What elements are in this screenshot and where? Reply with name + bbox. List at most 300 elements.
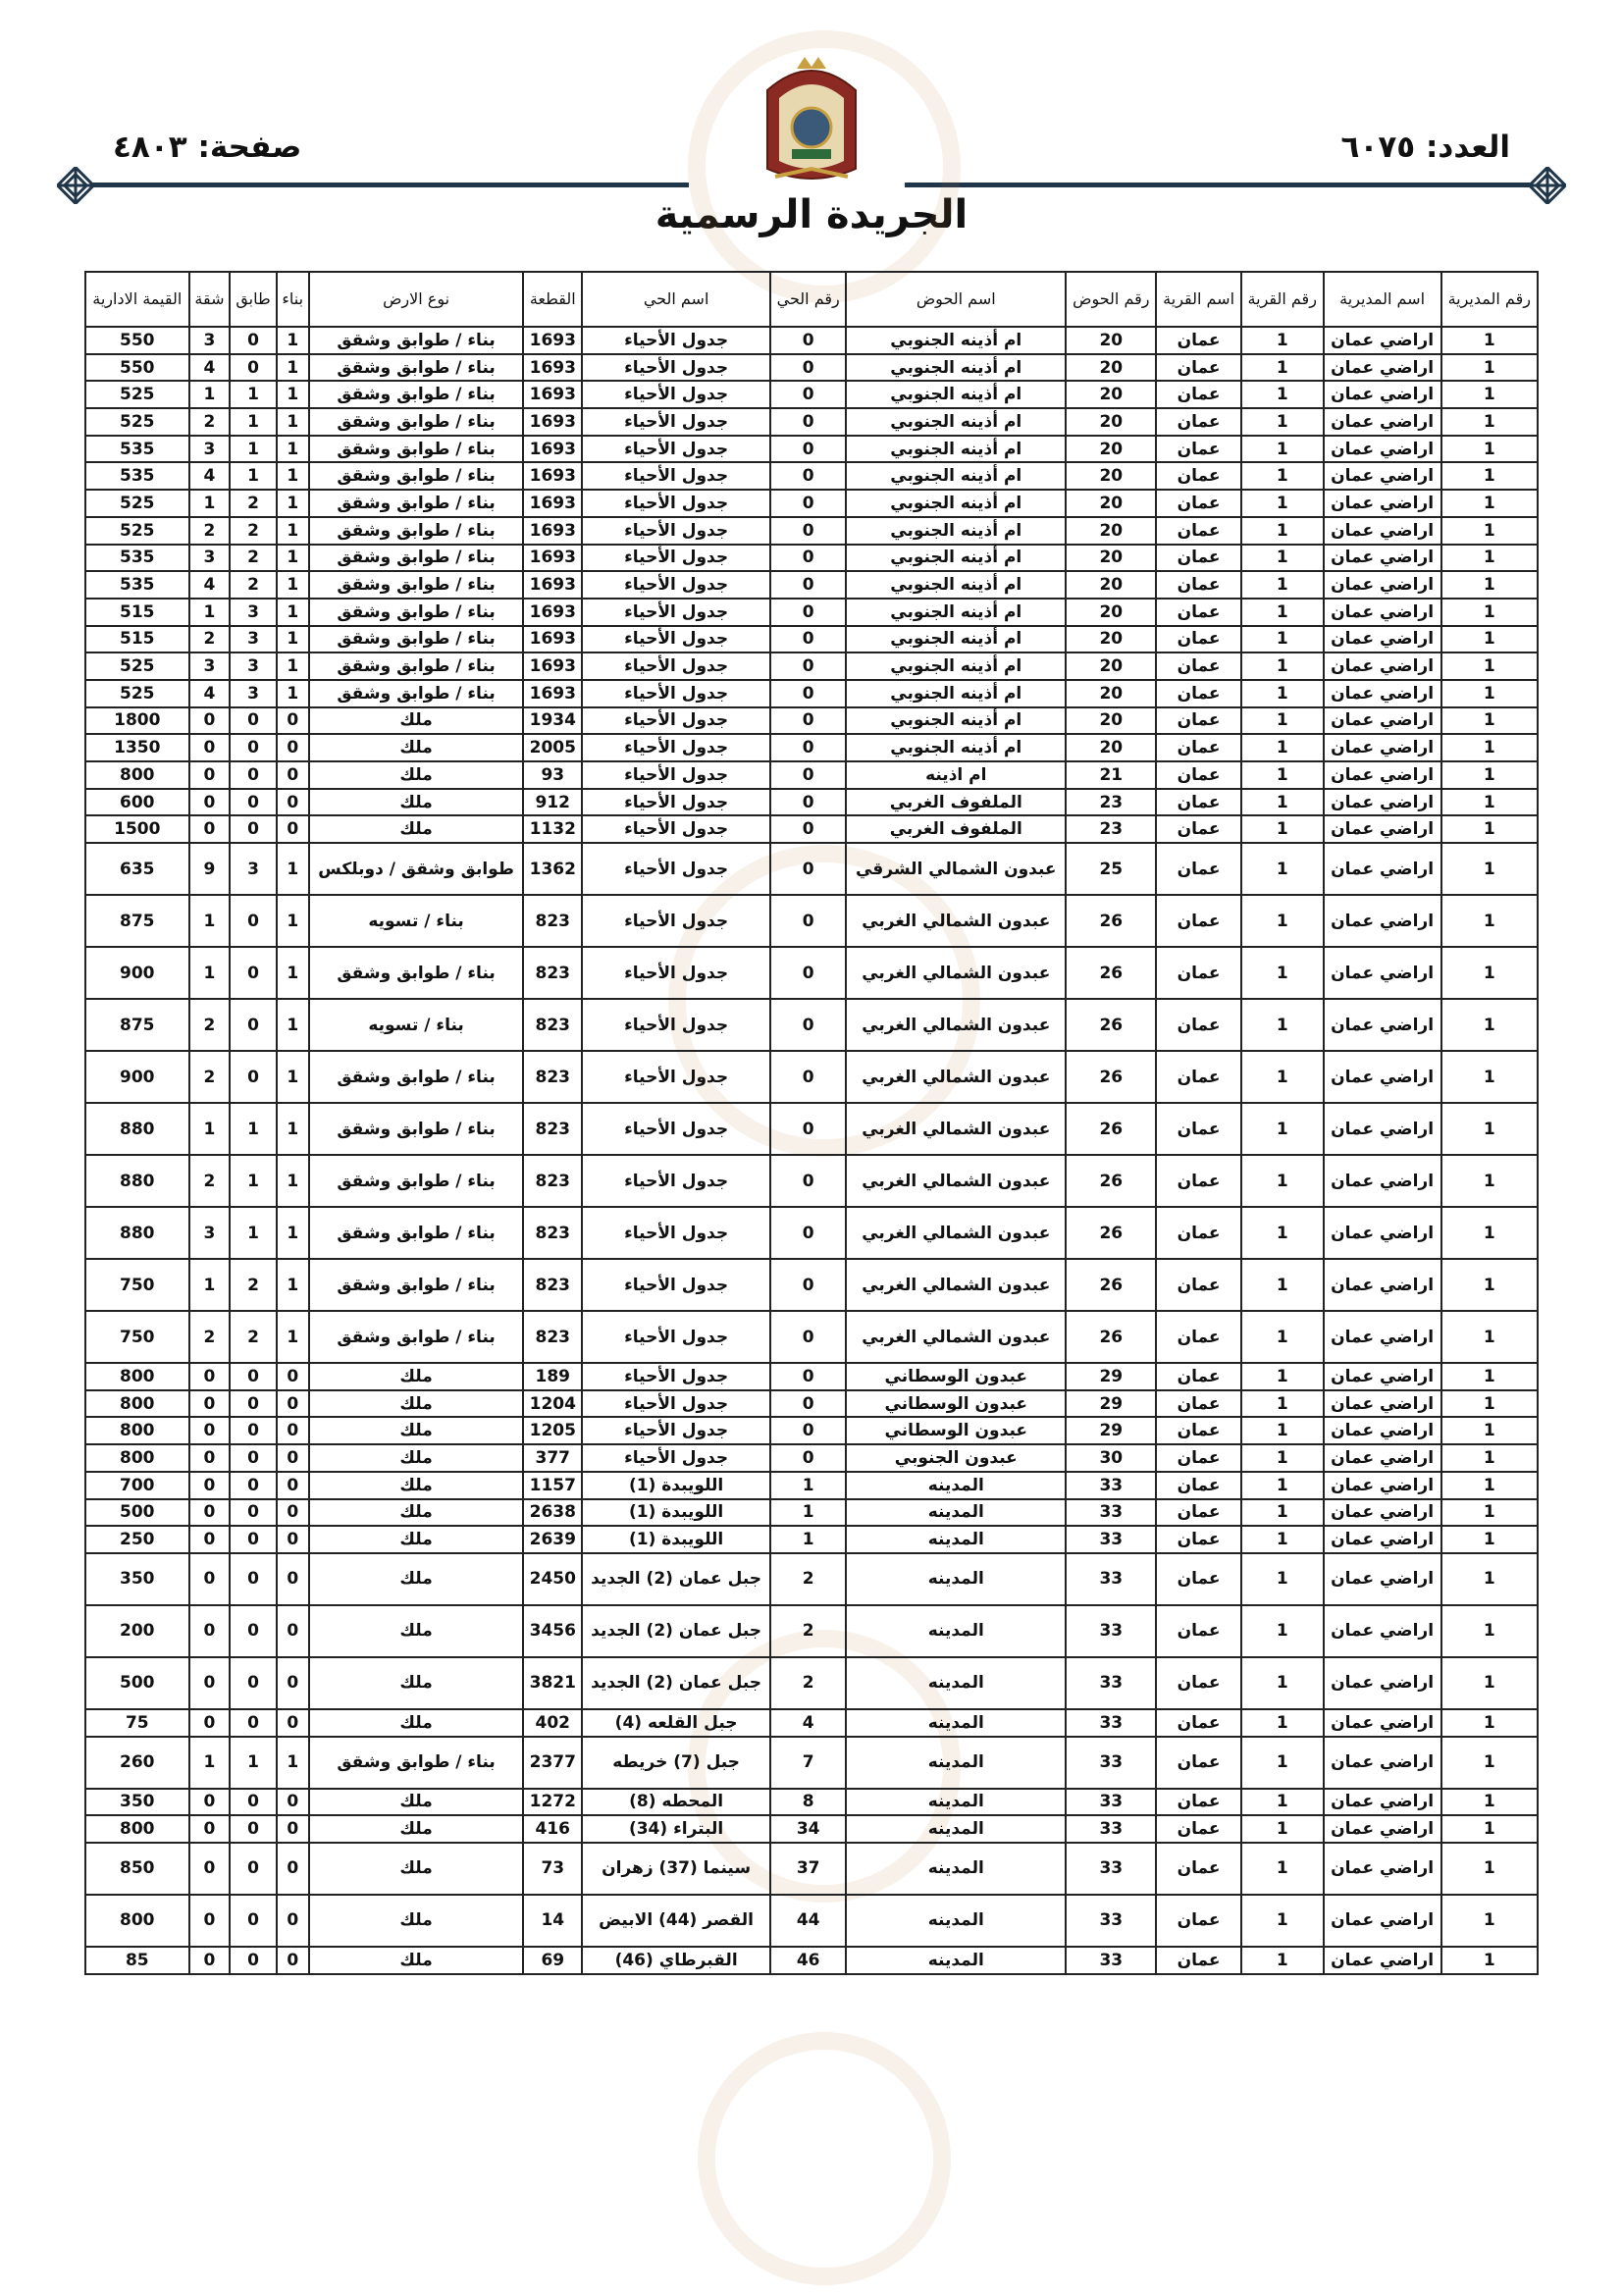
table-cell: 900: [85, 947, 189, 999]
table-cell: 75: [85, 1709, 189, 1737]
table-cell: جبل القلعه (4): [582, 1709, 770, 1737]
table-cell: عمان: [1156, 789, 1240, 816]
table-cell: ام أذينه الجنوبي: [846, 354, 1066, 382]
table-cell: 1: [230, 1737, 276, 1789]
table-cell: 880: [85, 1103, 189, 1155]
table-cell: 0: [770, 599, 846, 626]
table-cell: اراضي عمان: [1324, 680, 1441, 707]
column-header: رقم المديرية: [1441, 272, 1538, 327]
header-rule-left: [90, 183, 689, 187]
table-cell: اراضي عمان: [1324, 1843, 1441, 1895]
table-cell: ملك: [309, 1709, 524, 1737]
table-cell: بناء / طوابق وشقق: [309, 408, 524, 436]
table-cell: ام أذينه الجنوبي: [846, 707, 1066, 735]
table-cell: عمان: [1156, 1843, 1240, 1895]
table-cell: 23: [1066, 815, 1156, 843]
table-cell: 20: [1066, 408, 1156, 436]
table-cell: 0: [277, 1843, 309, 1895]
table-cell: 1: [189, 947, 231, 999]
table-cell: 26: [1066, 1051, 1156, 1103]
table-cell: عبدون الشمالي الغربي: [846, 1103, 1066, 1155]
column-header: بناء: [277, 272, 309, 327]
table-cell: 33: [1066, 1843, 1156, 1895]
table-cell: عبدون الوسطاني: [846, 1363, 1066, 1390]
table-cell: 1: [1441, 1947, 1538, 1974]
table-cell: اراضي عمان: [1324, 1051, 1441, 1103]
table-cell: 1: [1441, 462, 1538, 490]
table-cell: 1: [770, 1499, 846, 1527]
table-cell: 34: [770, 1815, 846, 1843]
table-cell: 2: [230, 1259, 276, 1311]
table-cell: 0: [189, 761, 231, 789]
table-cell: المدينه: [846, 1605, 1066, 1657]
table-cell: اراضي عمان: [1324, 571, 1441, 599]
table-cell: القصر (44) الابيض: [582, 1895, 770, 1947]
table-cell: 1693: [523, 626, 582, 653]
table-cell: 880: [85, 1207, 189, 1259]
table-cell: طوابق وشقق / دوبلكس: [309, 843, 524, 895]
table-cell: اراضي عمان: [1324, 1947, 1441, 1974]
table-row: [85, 1737, 1538, 1789]
table-cell: 1693: [523, 327, 582, 354]
table-cell: 1: [277, 408, 309, 436]
table-cell: 0: [230, 1657, 276, 1709]
table-cell: 0: [770, 462, 846, 490]
table-cell: 1693: [523, 517, 582, 545]
table-cell: 29: [1066, 1417, 1156, 1444]
table-cell: 0: [189, 1815, 231, 1843]
table-cell: 800: [85, 1444, 189, 1472]
table-cell: 1: [277, 999, 309, 1051]
table-row: [85, 545, 1538, 572]
table-cell: جدول الأحياء: [582, 381, 770, 408]
table-cell: 20: [1066, 462, 1156, 490]
table-cell: اراضي عمان: [1324, 1737, 1441, 1789]
table-cell: 823: [523, 1103, 582, 1155]
column-header: رقم القرية: [1241, 272, 1324, 327]
table-cell: جدول الأحياء: [582, 599, 770, 626]
table-cell: 1693: [523, 599, 582, 626]
table-cell: 0: [230, 1709, 276, 1737]
table-cell: ملك: [309, 1526, 524, 1553]
table-cell: 0: [230, 1895, 276, 1947]
table-cell: 0: [770, 1444, 846, 1472]
table-cell: عمان: [1156, 1207, 1240, 1259]
table-row: [85, 327, 1538, 354]
table-cell: القبرطاي (46): [582, 1947, 770, 1974]
table-cell: 0: [770, 436, 846, 463]
table-cell: 1: [1441, 895, 1538, 947]
table-cell: عبدون الشمالي الغربي: [846, 1259, 1066, 1311]
table-cell: 1: [1441, 680, 1538, 707]
table-cell: 1: [230, 1155, 276, 1207]
table-cell: جدول الأحياء: [582, 947, 770, 999]
table-cell: اراضي عمان: [1324, 354, 1441, 382]
table-cell: اراضي عمان: [1324, 1815, 1441, 1843]
table-cell: عمان: [1156, 1390, 1240, 1418]
table-cell: عمان: [1156, 571, 1240, 599]
table-cell: 20: [1066, 490, 1156, 517]
table-cell: 1: [1241, 327, 1324, 354]
table-cell: بناء / طوابق وشقق: [309, 1103, 524, 1155]
table-cell: جدول الأحياء: [582, 761, 770, 789]
table-cell: 1: [1441, 436, 1538, 463]
table-cell: عمان: [1156, 1815, 1240, 1843]
table-cell: 1: [1441, 1363, 1538, 1390]
table-cell: ام أذينه الجنوبي: [846, 381, 1066, 408]
table-cell: 1: [1441, 734, 1538, 761]
table-cell: 0: [189, 1553, 231, 1605]
table-cell: 0: [230, 327, 276, 354]
table-cell: 1: [1241, 761, 1324, 789]
table-cell: 1693: [523, 490, 582, 517]
header-rule-right: [905, 183, 1533, 187]
table-cell: اراضي عمان: [1324, 490, 1441, 517]
table-cell: عمان: [1156, 1526, 1240, 1553]
table-cell: 600: [85, 789, 189, 816]
table-cell: 20: [1066, 734, 1156, 761]
table-cell: 1: [277, 1103, 309, 1155]
table-cell: جدول الأحياء: [582, 490, 770, 517]
table-cell: 1: [1241, 1155, 1324, 1207]
table-cell: ملك: [309, 1947, 524, 1974]
table-row: [85, 381, 1538, 408]
table-cell: اراضي عمان: [1324, 1444, 1441, 1472]
table-cell: المحطه (8): [582, 1789, 770, 1816]
table-cell: 3: [230, 843, 276, 895]
table-cell: عبدون الجنوبي: [846, 1444, 1066, 1472]
table-cell: 0: [770, 1103, 846, 1155]
table-cell: المدينه: [846, 1789, 1066, 1816]
table-cell: 1: [1241, 815, 1324, 843]
table-cell: 1: [1441, 327, 1538, 354]
table-cell: 823: [523, 947, 582, 999]
table-cell: 535: [85, 462, 189, 490]
table-cell: 1: [1441, 1155, 1538, 1207]
table-cell: 2: [189, 517, 231, 545]
table-cell: 0: [189, 707, 231, 735]
table-cell: ملك: [309, 761, 524, 789]
table-cell: 20: [1066, 517, 1156, 545]
table-cell: 1: [1241, 626, 1324, 653]
table-cell: 0: [277, 1526, 309, 1553]
table-cell: 1: [277, 843, 309, 895]
table-cell: اراضي عمان: [1324, 327, 1441, 354]
table-cell: 33: [1066, 1947, 1156, 1974]
table-cell: ملك: [309, 1657, 524, 1709]
table-cell: 500: [85, 1657, 189, 1709]
table-cell: 0: [770, 999, 846, 1051]
table-cell: 1: [1441, 1311, 1538, 1363]
table-cell: جبل عمان (2) الجديد: [582, 1553, 770, 1605]
table-cell: 1: [1241, 652, 1324, 680]
table-cell: 700: [85, 1472, 189, 1499]
table-cell: 1: [1441, 1417, 1538, 1444]
table-cell: 26: [1066, 895, 1156, 947]
table-cell: اراضي عمان: [1324, 734, 1441, 761]
table-cell: اراضي عمان: [1324, 707, 1441, 735]
table-cell: اراضي عمان: [1324, 1155, 1441, 1207]
table-cell: 0: [230, 761, 276, 789]
table-cell: اراضي عمان: [1324, 517, 1441, 545]
table-cell: 1: [277, 1259, 309, 1311]
table-cell: بناء / طوابق وشقق: [309, 1311, 524, 1363]
table-cell: ام أذينه الجنوبي: [846, 436, 1066, 463]
table-cell: عمان: [1156, 1657, 1240, 1709]
table-cell: ام أذينه الجنوبي: [846, 680, 1066, 707]
table-cell: عمان: [1156, 1947, 1240, 1974]
table-cell: 823: [523, 1155, 582, 1207]
table-cell: 1: [1241, 1363, 1324, 1390]
table-cell: عمان: [1156, 599, 1240, 626]
table-cell: 1: [1241, 680, 1324, 707]
table-cell: 823: [523, 1051, 582, 1103]
table-cell: 33: [1066, 1605, 1156, 1657]
table-cell: 1: [1441, 1709, 1538, 1737]
table-cell: ام أذينه الجنوبي: [846, 599, 1066, 626]
table-cell: 2: [189, 999, 231, 1051]
table-cell: عمان: [1156, 1737, 1240, 1789]
table-cell: 0: [770, 843, 846, 895]
table-cell: 2005: [523, 734, 582, 761]
table-cell: 4: [189, 571, 231, 599]
table-cell: 1: [1241, 1843, 1324, 1895]
table-cell: 535: [85, 545, 189, 572]
table-cell: 0: [770, 1390, 846, 1418]
table-cell: بناء / تسويه: [309, 999, 524, 1051]
table-cell: عمان: [1156, 545, 1240, 572]
table-cell: اللويبدة (1): [582, 1499, 770, 1527]
table-cell: 0: [277, 1363, 309, 1390]
table-cell: 1: [1441, 789, 1538, 816]
table-cell: 0: [189, 1390, 231, 1418]
table-cell: 1: [189, 1737, 231, 1789]
table-cell: 3821: [523, 1657, 582, 1709]
table-cell: 1: [1441, 1605, 1538, 1657]
table-cell: 73: [523, 1843, 582, 1895]
table-cell: 20: [1066, 436, 1156, 463]
table-cell: 2639: [523, 1526, 582, 1553]
table-cell: 750: [85, 1259, 189, 1311]
table-cell: اراضي عمان: [1324, 462, 1441, 490]
table-cell: 0: [189, 1526, 231, 1553]
table-cell: اراضي عمان: [1324, 1311, 1441, 1363]
table-cell: 1: [1441, 707, 1538, 735]
table-cell: 1: [277, 1737, 309, 1789]
table-row: [85, 1947, 1538, 1974]
table-cell: 1: [230, 436, 276, 463]
table-cell: 0: [230, 1605, 276, 1657]
table-cell: 0: [230, 815, 276, 843]
table-cell: ملك: [309, 1472, 524, 1499]
table-cell: 377: [523, 1444, 582, 1472]
table-cell: جدول الأحياء: [582, 571, 770, 599]
table-cell: 1: [1241, 1553, 1324, 1605]
table-cell: عمان: [1156, 1499, 1240, 1527]
table-cell: 1: [1441, 1390, 1538, 1418]
table-cell: 0: [770, 1311, 846, 1363]
table-cell: عمان: [1156, 1417, 1240, 1444]
table-cell: 3: [189, 436, 231, 463]
table-cell: 0: [770, 947, 846, 999]
table-cell: 1: [1241, 408, 1324, 436]
table-cell: 33: [1066, 1895, 1156, 1947]
table-cell: 0: [770, 1259, 846, 1311]
table-cell: جدول الأحياء: [582, 462, 770, 490]
table-cell: 0: [277, 1472, 309, 1499]
table-cell: عمان: [1156, 626, 1240, 653]
table-cell: 2: [230, 1311, 276, 1363]
table-row: [85, 1815, 1538, 1843]
table-cell: 1: [1441, 843, 1538, 895]
table-cell: 1362: [523, 843, 582, 895]
table-cell: 69: [523, 1947, 582, 1974]
table-cell: بناء / طوابق وشقق: [309, 652, 524, 680]
table-row: [85, 1207, 1538, 1259]
table-cell: عمان: [1156, 1895, 1240, 1947]
table-cell: 1: [1241, 545, 1324, 572]
table-cell: 1: [1241, 734, 1324, 761]
table-cell: 2: [770, 1657, 846, 1709]
table-cell: 1: [277, 381, 309, 408]
table-cell: 1: [1441, 1526, 1538, 1553]
table-cell: 0: [770, 761, 846, 789]
table-cell: 1: [277, 436, 309, 463]
table-header-row: [85, 272, 1538, 327]
table-cell: 1: [1241, 843, 1324, 895]
table-cell: 0: [230, 1444, 276, 1472]
table-cell: 20: [1066, 381, 1156, 408]
table-cell: 2: [770, 1553, 846, 1605]
table-cell: المدينه: [846, 1553, 1066, 1605]
table-cell: بناء / طوابق وشقق: [309, 545, 524, 572]
table-cell: 2638: [523, 1499, 582, 1527]
table-cell: 0: [277, 1444, 309, 1472]
table-cell: اراضي عمان: [1324, 1103, 1441, 1155]
table-cell: اراضي عمان: [1324, 1499, 1441, 1527]
table-cell: 0: [277, 734, 309, 761]
table-cell: 1: [1241, 1444, 1324, 1472]
table-cell: 0: [770, 789, 846, 816]
table-cell: 1: [1241, 1895, 1324, 1947]
table-cell: 0: [189, 1417, 231, 1444]
table-cell: 1: [1241, 462, 1324, 490]
table-cell: 1: [1241, 1526, 1324, 1553]
table-cell: 0: [189, 1444, 231, 1472]
table-cell: 33: [1066, 1553, 1156, 1605]
table-cell: 1: [277, 680, 309, 707]
table-cell: جدول الأحياء: [582, 789, 770, 816]
table-cell: 26: [1066, 1103, 1156, 1155]
table-cell: 2: [230, 490, 276, 517]
table-cell: عمان: [1156, 652, 1240, 680]
table-cell: 20: [1066, 545, 1156, 572]
table-cell: 1: [1441, 1815, 1538, 1843]
table-cell: 2: [770, 1605, 846, 1657]
table-row: [85, 1417, 1538, 1444]
royal-coat-of-arms-icon: [758, 51, 865, 188]
table-cell: 0: [770, 734, 846, 761]
table-cell: 0: [770, 1051, 846, 1103]
table-cell: 800: [85, 1363, 189, 1390]
table-cell: المدينه: [846, 1472, 1066, 1499]
land-values-table: [84, 271, 1539, 1975]
table-cell: جدول الأحياء: [582, 1259, 770, 1311]
table-cell: 515: [85, 626, 189, 653]
table-cell: جدول الأحياء: [582, 1051, 770, 1103]
table-cell: 535: [85, 436, 189, 463]
table-row: [85, 1363, 1538, 1390]
column-header: اسم الحوض: [846, 272, 1066, 327]
table-cell: 1: [1441, 599, 1538, 626]
table-cell: عمان: [1156, 1363, 1240, 1390]
table-cell: 1: [1241, 1499, 1324, 1527]
table-cell: 0: [189, 1499, 231, 1527]
table-cell: 1: [277, 1207, 309, 1259]
table-cell: المدينه: [846, 1526, 1066, 1553]
table-row: [85, 571, 1538, 599]
table-cell: 0: [189, 1472, 231, 1499]
table-cell: 1693: [523, 381, 582, 408]
table-cell: 0: [230, 707, 276, 735]
table-cell: ملك: [309, 815, 524, 843]
table-cell: ملك: [309, 1417, 524, 1444]
table-cell: 0: [770, 1207, 846, 1259]
table-cell: عبدون الوسطاني: [846, 1417, 1066, 1444]
table-cell: جدول الأحياء: [582, 1103, 770, 1155]
table-cell: ام اذينه: [846, 761, 1066, 789]
table-cell: بناء / طوابق وشقق: [309, 1737, 524, 1789]
table-cell: 823: [523, 1311, 582, 1363]
table-cell: 1: [1441, 408, 1538, 436]
table-cell: 0: [277, 1709, 309, 1737]
table-cell: اراضي عمان: [1324, 1390, 1441, 1418]
table-cell: 900: [85, 1051, 189, 1103]
table-cell: بناء / طوابق وشقق: [309, 626, 524, 653]
table-cell: اراضي عمان: [1324, 1259, 1441, 1311]
table-cell: 1: [1241, 354, 1324, 382]
table-cell: 2377: [523, 1737, 582, 1789]
table-cell: 525: [85, 652, 189, 680]
table-cell: 1: [1241, 1815, 1324, 1843]
table-cell: 0: [770, 895, 846, 947]
table-cell: 525: [85, 490, 189, 517]
table-cell: اراضي عمان: [1324, 999, 1441, 1051]
table-cell: 20: [1066, 327, 1156, 354]
table-cell: 1: [1241, 599, 1324, 626]
table-cell: ام أذينه الجنوبي: [846, 545, 1066, 572]
table-cell: عمان: [1156, 999, 1240, 1051]
table-cell: 635: [85, 843, 189, 895]
table-cell: اراضي عمان: [1324, 436, 1441, 463]
table-cell: 1: [189, 490, 231, 517]
table-cell: عبدون الشمالي الغربي: [846, 1155, 1066, 1207]
table-cell: 0: [277, 815, 309, 843]
table-cell: 1: [1441, 571, 1538, 599]
table-cell: 1: [1441, 517, 1538, 545]
table-cell: اراضي عمان: [1324, 815, 1441, 843]
table-cell: 3: [189, 1207, 231, 1259]
table-cell: 33: [1066, 1472, 1156, 1499]
table-cell: 0: [770, 680, 846, 707]
table-cell: 1205: [523, 1417, 582, 1444]
table-cell: 875: [85, 895, 189, 947]
table-cell: ملك: [309, 1895, 524, 1947]
table-cell: اراضي عمان: [1324, 1526, 1441, 1553]
table-cell: ملك: [309, 707, 524, 735]
table-cell: 200: [85, 1605, 189, 1657]
table-cell: المدينه: [846, 1947, 1066, 1974]
